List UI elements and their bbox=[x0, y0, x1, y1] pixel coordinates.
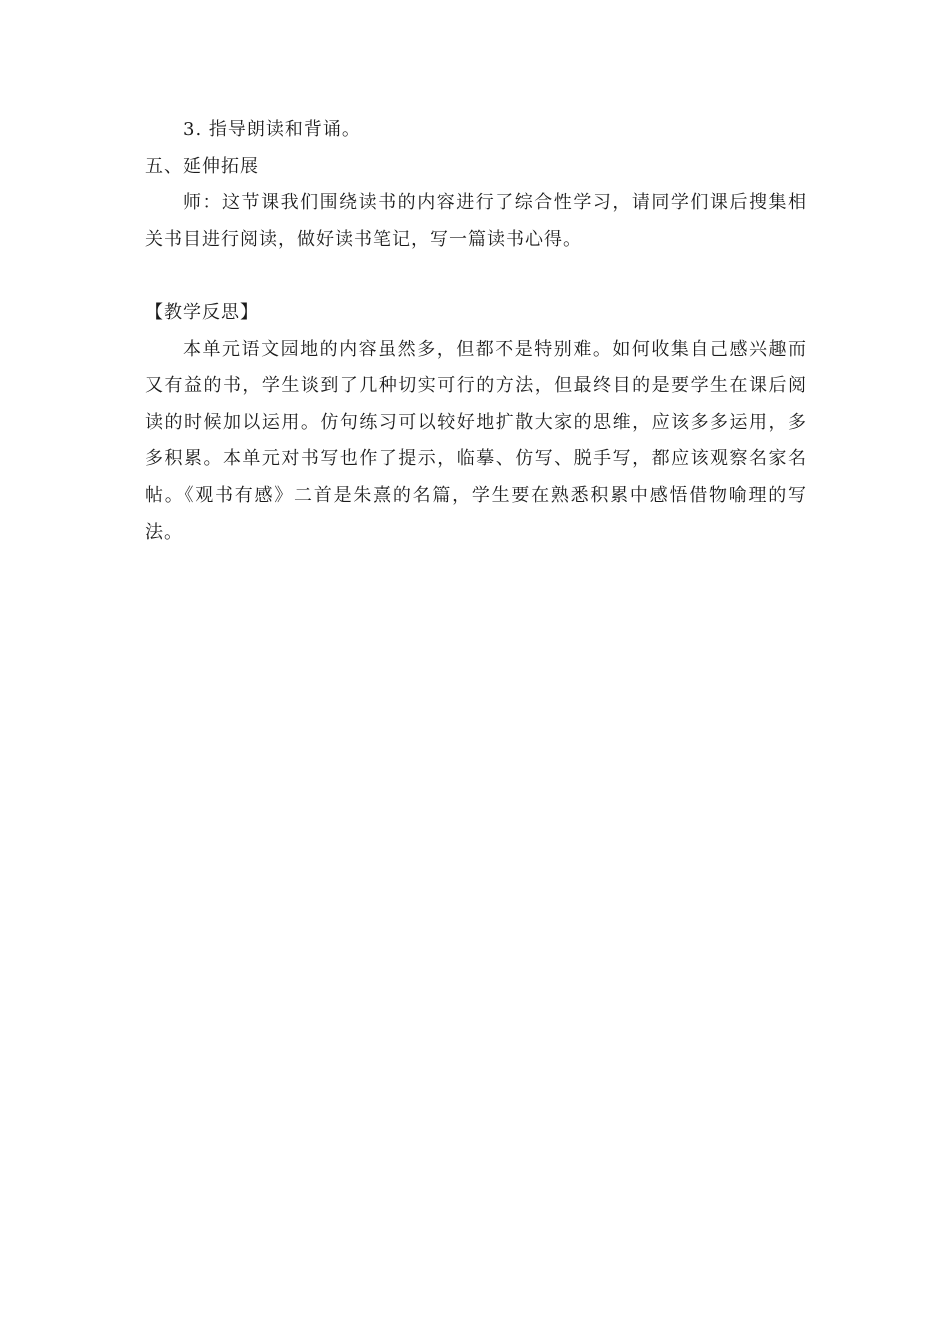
teacher-paragraph-line-1: 师：这节课我们围绕读书的内容进行了综合性学习，请同学们课后搜集相 bbox=[183, 192, 807, 214]
paragraph-gap bbox=[145, 258, 807, 295]
document-page bbox=[145, 112, 807, 551]
reflection-line-4: 多积累。本单元对书写也作了提示，临摹、仿写、脱手写，都应该观察名家名 bbox=[145, 448, 807, 470]
reflection-line-2: 又有益的书，学生谈到了几种切实可行的方法，但最终目的是要学生在课后阅 bbox=[145, 375, 807, 397]
reflection-line-3: 读的时候加以运用。仿句练习可以较好地扩散大家的思维，应该多多运用，多 bbox=[145, 411, 807, 433]
reflection-line-1: 本单元语文园地的内容虽然多，但都不是特别难。如何收集自己感兴趣而 bbox=[183, 338, 807, 360]
teacher-paragraph-line-2: 关书目进行阅读，做好读书笔记，写一篇读书心得。 bbox=[145, 228, 582, 250]
reflection-line-5: 帖。《观书有感》二首是朱熹的名篇，学生要在熟悉积累中感悟借物喻理的写 bbox=[145, 484, 807, 506]
reflection-line-6: 法。 bbox=[145, 521, 183, 543]
section-5-heading: 五、延伸拓展 bbox=[145, 155, 259, 177]
step-3-text: 3. 指导朗读和背诵。 bbox=[183, 119, 361, 140]
reflection-heading: 【教学反思】 bbox=[145, 301, 259, 323]
